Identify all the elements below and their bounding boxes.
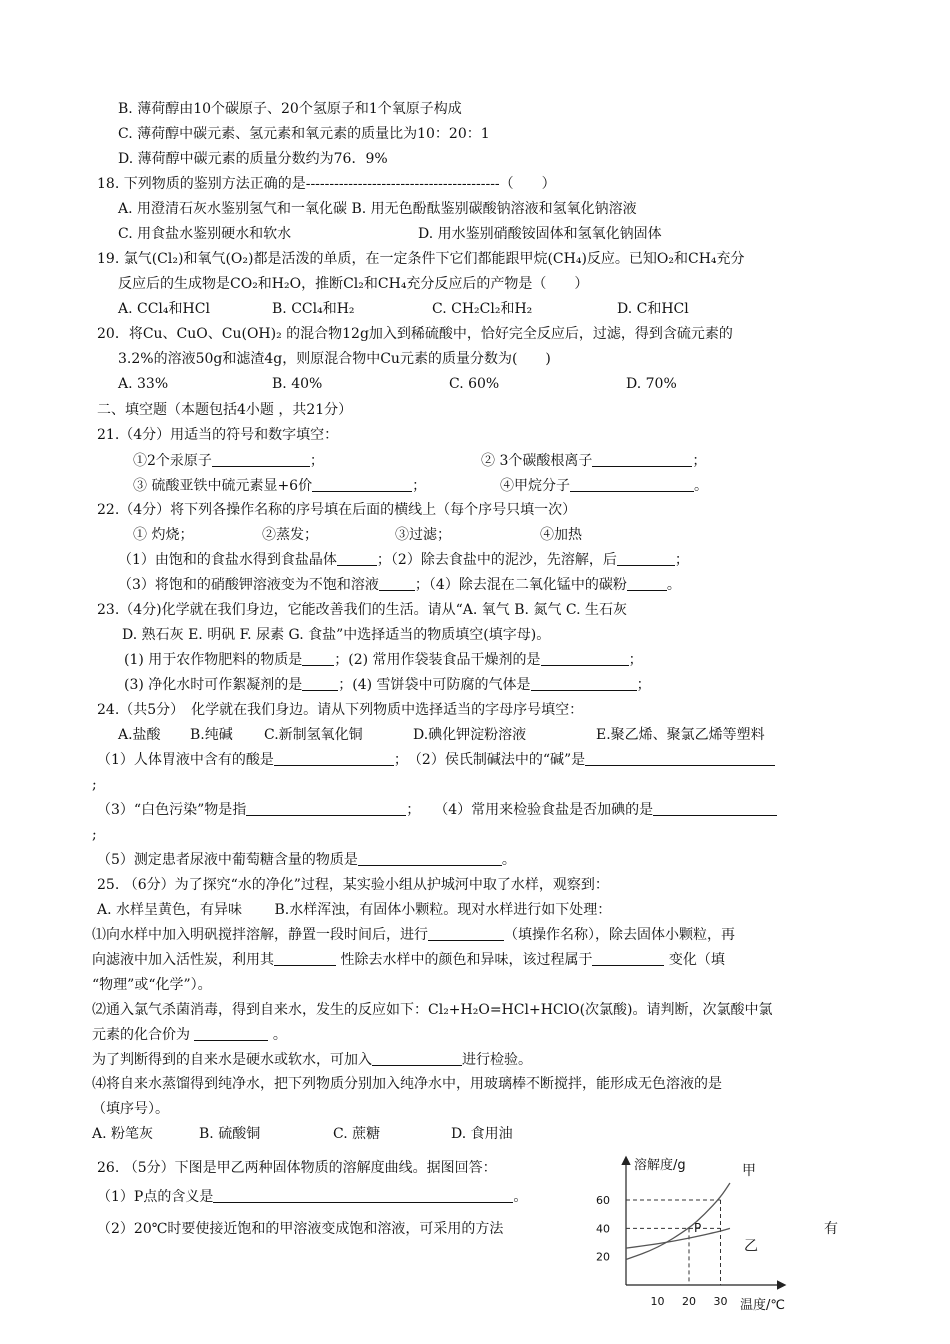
q18-option-d: D. 用水鉴别硝酸铵固体和氢氧化钠固体 (418, 226, 662, 242)
q26-row-2-end: 有 (824, 1221, 838, 1237)
series-line-jia (626, 1183, 730, 1260)
q24-opt-a: A.盐酸 (118, 727, 161, 743)
series-label: 甲 (741, 1163, 756, 1179)
q22-op-1: ① 灼烧； (133, 527, 194, 543)
answer-blank[interactable] (617, 551, 675, 566)
point-p-label: P (694, 1221, 702, 1235)
q24-row-1-semicolon: ; (92, 777, 97, 793)
q25-opt-c: C. 蔗糖 (333, 1126, 381, 1142)
q23-row-1: (1) 用于农作物肥料的物质是 ；(2) 常用作袋装食品干燥剂的是 ； (124, 652, 643, 668)
answer-blank[interactable] (358, 851, 502, 866)
q18-stem: 18. 下列物质的鉴别方法正确的是-----------------------------------------（ ） (97, 176, 556, 192)
q23-stem-line1: 23.（4分)化学就在我们身边，它能改善我们的生活。请从“A. 氧气 B. 氮气 C. 生石灰 (97, 602, 628, 618)
q24-opt-e: E.聚乙烯、聚氯乙烯等塑料 (596, 727, 765, 743)
q25-step-2: ⑵通入氯气杀菌消毒，得到自来水，发生的反应如下：Cl₂+H₂O=HCl+HClO(次氯酸)。请判断，次氯酸中氯 (92, 1002, 773, 1018)
answer-blank[interactable] (213, 1188, 513, 1203)
q25-stem: 25. （6分）为了探究“水的净化”过程，某实验小组从护城河中取了水样，观察到： (97, 877, 609, 893)
y-tick-label: 40 (596, 1222, 610, 1236)
q25-step-2-cont: 元素的化合价为 。 (92, 1027, 287, 1043)
q22-op-2: ②蒸发； (262, 527, 318, 543)
q24-opt-b: B.纯碱 (190, 727, 233, 743)
q21-stem: 21.（4分）用适当的符号和数字填空： (97, 427, 339, 443)
answer-blank[interactable] (592, 951, 664, 966)
answer-blank[interactable] (379, 576, 415, 591)
answer-blank[interactable] (570, 477, 694, 492)
q20-stem-line1: 20．将Cu、CuO、Cu(OH)₂ 的混合物12g加入到稀硫酸中，恰好完全反应后，过滤，得到含硫元素的 (97, 326, 733, 342)
q24-row-3: （5）测定患者尿液中葡萄糖含量的物质是 。 (97, 852, 516, 868)
q22-stem: 22.（4分）将下列各操作名称的序号填在后面的横线上（每个序号只填一次） (97, 502, 577, 518)
q17-option-d: D. 薄荷醇中碳元素的质量分数约为76．9% (118, 151, 388, 167)
q21-item-2: ② 3个碳酸根离子 ； (481, 453, 707, 469)
answer-blank[interactable] (212, 452, 310, 467)
section-heading: 二、填空题（本题包括4小题 ，共21分） (97, 402, 353, 418)
answer-blank[interactable] (585, 751, 775, 766)
q25-step-4: ⑷将自来水蒸馏得到纯净水，把下列物质分别加入纯净水中，用玻璃棒不断搅拌，能形成无色溶液的是 (92, 1076, 722, 1092)
q25-opt-a: A. 粉笔灰 (92, 1126, 154, 1142)
q23-stem-line2: D. 熟石灰 E. 明矾 F. 尿素 G. 食盐”中选择适当的物质填空(填字母)。 (122, 627, 551, 643)
answer-blank[interactable] (337, 551, 377, 566)
q17-option-b: B. 薄荷醇由10个碳原子、20个氢原子和1个氧原子构成 (118, 101, 462, 117)
solubility-chart (588, 1148, 808, 1320)
q20-option-d: D. 70% (626, 376, 677, 392)
answer-blank[interactable] (627, 576, 667, 591)
answer-blank[interactable] (302, 676, 338, 691)
q20-option-c: C. 60% (449, 376, 500, 392)
answer-blank[interactable] (592, 452, 692, 467)
q21-item-3: ③ 硫酸亚铁中硫元素显+6价 ； (133, 478, 427, 494)
q22-op-4: ④加热 (540, 527, 582, 543)
q21-item-4: ④甲烷分子 。 (500, 478, 708, 494)
answer-blank[interactable] (302, 651, 334, 666)
y-axis-label: 溶解度/g (634, 1158, 686, 1173)
answer-blank[interactable] (428, 926, 504, 941)
answer-blank[interactable] (274, 951, 336, 966)
q22-row-1: （1）由饱和的食盐水得到食盐晶体 ；（2）除去食盐中的泥沙，先溶解，后 ； (118, 552, 689, 568)
q26-row-1: （1）P点的含义是 。 (97, 1189, 528, 1205)
q20-stem-line2: 3.2%的溶液50g和滤渣4g，则原混合物中Cu元素的质量分数为( ) (118, 351, 551, 367)
q18-options-ab: A. 用澄清石灰水鉴别氢气和一氧化碳 B. 用无色酚酞鉴别碳酸钠溶液和氢氧化钠溶液 (118, 201, 637, 217)
q24-opt-d: D.碘化钾淀粉溶液 (413, 727, 527, 743)
q18-option-c: C. 用食盐水鉴别硬水和软水 (118, 226, 292, 242)
q26-stem: 26. （5分）下图是甲乙两种固体物质的溶解度曲线。据图回答： (97, 1160, 497, 1176)
q20-option-b: B. 40% (272, 376, 323, 392)
series-label: 乙 (743, 1238, 758, 1255)
answer-blank[interactable] (194, 1026, 268, 1041)
series-line-yi (626, 1228, 730, 1248)
answer-blank[interactable] (541, 651, 629, 666)
q24-row-2: （3）“白色污染”物是指 ； （4）常用来检验食盐是否加碘的是 (97, 800, 777, 820)
q25-step-1-end: “物理”或“化学”）。 (92, 977, 212, 993)
answer-blank[interactable] (246, 801, 406, 816)
q22-op-3: ③过滤； (395, 527, 451, 543)
x-tick-label: 10 (650, 1295, 665, 1308)
x-axis-label: 温度/℃ (740, 1298, 785, 1313)
q19-option-a: A. CCl₄和HCl (118, 301, 210, 317)
q23-row-2: (3) 净化水时可作絮凝剂的是 ；(4) 雪饼袋中可防腐的气体是 ； (124, 677, 651, 693)
q19-option-c: C. CH₂Cl₂和H₂ (432, 301, 533, 317)
q17-option-c: C. 薄荷醇中碳元素、氢元素和氧元素的质量比为10：20：1 (118, 126, 490, 142)
q19-stem-line2: 反应后的生成物是CO₂和H₂O，推断Cl₂和CH₄充分反应后的产物是（ ） (118, 276, 589, 292)
q25-step-1-cont: 向滤液中加入活性炭，利用其 性除去水样中的颜色和异味，该过程属于 变化（填 (92, 952, 725, 968)
q24-stem: 24.（共5分） 化学就在我们身边。请从下列物质中选择适当的字母序号填空： (97, 702, 584, 718)
q25-step-4-end: （填序号）。 (92, 1101, 169, 1117)
x-tick-label: 30 (713, 1295, 728, 1308)
q19-option-b: B. CCl₄和H₂ (272, 301, 355, 317)
answer-blank[interactable] (531, 676, 637, 691)
q25-opt-b: B. 硫酸铜 (199, 1126, 261, 1142)
q24-row-2-semicolon: ; (92, 827, 97, 843)
q24-row-1: （1）人体胃液中含有的酸是 ； （2）侯氏制碱法中的“碱”是 (97, 750, 775, 770)
q25-step-1: ⑴向水样中加入明矾搅拌溶解，静置一段时间后，进行 （填操作名称），除去固体小颗粒，再 (92, 927, 735, 943)
answer-blank[interactable] (274, 751, 394, 766)
q25-opt-d: D. 食用油 (451, 1126, 513, 1142)
q25-observations: A. 水样呈黄色，有异味 B.水样浑浊，有固体小颗粒。现对水样进行如下处理： (97, 902, 612, 918)
x-tick-label: 20 (682, 1295, 696, 1308)
q19-option-d: D. C和HCl (617, 301, 689, 317)
q21-item-1: ①2个汞原子 ； (133, 453, 324, 469)
q19-stem-line1: 19. 氯气(Cl₂)和氧气(O₂)都是活泼的单质，在一定条件下它们都能跟甲烷(CH₄)反应。已知O₂和CH₄充分 (97, 251, 745, 267)
q24-opt-c: C.新制氢氧化铜 (264, 727, 363, 743)
answer-blank[interactable] (653, 801, 777, 816)
q26-row-2: （2）20℃时要使接近饱和的甲溶液变成饱和溶液，可采用的方法 (97, 1221, 504, 1237)
y-tick-label: 60 (596, 1194, 610, 1207)
q20-option-a: A. 33% (118, 376, 169, 392)
answer-blank[interactable] (372, 1051, 462, 1066)
q25-step-3: 为了判断得到的自来水是硬水或软水，可加入 进行检验。 (92, 1052, 532, 1068)
q22-row-2: （3）将饱和的硝酸钾溶液变为不饱和溶液 ；（4）除去混在二氧化锰中的碳粉 。 (118, 577, 681, 593)
answer-blank[interactable] (312, 477, 412, 492)
y-tick-label: 20 (596, 1250, 610, 1264)
